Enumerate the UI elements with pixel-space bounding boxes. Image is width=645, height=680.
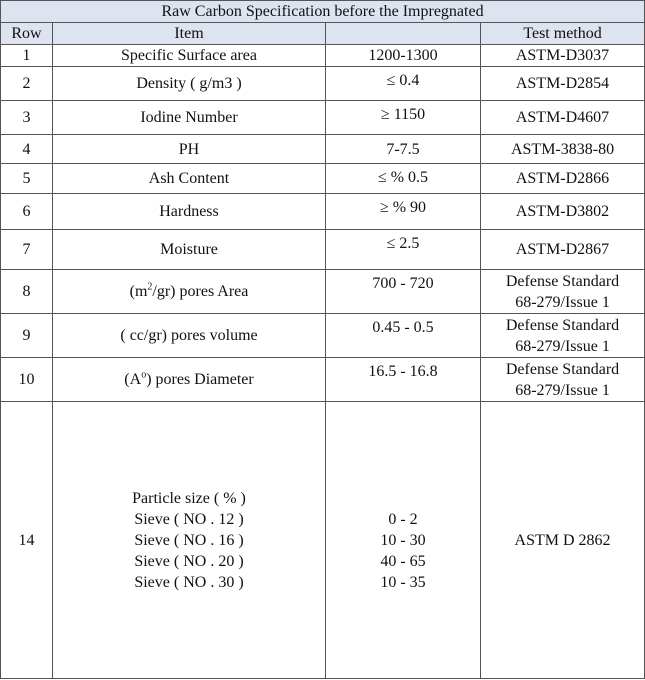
header-test-method: Test method bbox=[481, 23, 645, 45]
row-number: 5 bbox=[1, 164, 53, 194]
value-line: 10 - 30 bbox=[380, 532, 426, 549]
method-line: Defense Standard bbox=[505, 272, 620, 290]
item-line: Sieve ( NO . 12 ) bbox=[134, 510, 244, 528]
table-row bbox=[1, 164, 645, 194]
method-line: Defense Standard bbox=[505, 360, 620, 378]
row-number: 7 bbox=[1, 230, 53, 270]
table-title: Raw Carbon Specification before the Impregnated bbox=[1, 1, 645, 23]
item-text: ) pores Diameter bbox=[146, 371, 254, 388]
value-cell: ≤ 0.4 bbox=[326, 67, 481, 101]
item-line: Sieve ( NO . 30 ) bbox=[134, 573, 244, 591]
value-cell: 7-7.5 bbox=[326, 135, 481, 164]
row-number: 6 bbox=[1, 194, 53, 230]
item-text: (A bbox=[124, 371, 142, 388]
row-number: 9 bbox=[1, 314, 53, 358]
item-line: Sieve ( NO . 16 ) bbox=[134, 531, 244, 549]
item-cell bbox=[53, 270, 326, 314]
item-text: (m bbox=[129, 283, 148, 300]
item-text: /gr) pores Area bbox=[152, 283, 249, 300]
table-row bbox=[1, 101, 645, 135]
table-title-row bbox=[1, 1, 645, 23]
header-value bbox=[326, 23, 481, 45]
table-row bbox=[1, 230, 645, 270]
table-row bbox=[1, 270, 645, 314]
header-item: Item bbox=[53, 23, 326, 45]
method-cell: ASTM-D3037 bbox=[481, 45, 645, 67]
row-number: 4 bbox=[1, 135, 53, 164]
method-line: 68-279/Issue 1 bbox=[515, 337, 610, 355]
method-cell: ASTM-D2854 bbox=[481, 67, 645, 101]
value-cell: ≥ % 90 bbox=[326, 194, 481, 230]
row-number: 10 bbox=[1, 358, 53, 402]
item-line: Particle size ( % ) bbox=[132, 489, 246, 507]
method-cell bbox=[481, 358, 645, 402]
table-row bbox=[1, 194, 645, 230]
method-cell: ASTM-D2866 bbox=[481, 164, 645, 194]
item-line: Sieve ( NO . 20 ) bbox=[134, 552, 244, 570]
particle-value-list bbox=[326, 487, 480, 593]
method-line: 68-279/Issue 1 bbox=[515, 381, 610, 399]
superscript: o bbox=[141, 369, 147, 381]
particle-size-list bbox=[132, 488, 246, 593]
value-cell: 700 - 720 bbox=[326, 270, 481, 314]
item-cell: Moisture bbox=[53, 230, 326, 270]
superscript: 2 bbox=[147, 281, 153, 293]
row-number: 1 bbox=[1, 45, 53, 67]
row-number: 8 bbox=[1, 270, 53, 314]
value-cell: 16.5 - 16.8 bbox=[326, 358, 481, 402]
table-row bbox=[1, 135, 645, 164]
table-header-row bbox=[1, 23, 645, 45]
item-cell: Hardness bbox=[53, 194, 326, 230]
item-cell: Specific Surface area bbox=[53, 45, 326, 67]
value-cell: 0.45 - 0.5 bbox=[326, 314, 481, 358]
item-cell: Iodine Number bbox=[53, 101, 326, 135]
item-cell: Density ( g/m3 ) bbox=[53, 67, 326, 101]
method-cell bbox=[481, 270, 645, 314]
method-cell: ASTM-3838-80 bbox=[481, 135, 645, 164]
method-cell: ASTM D 2862 bbox=[481, 402, 645, 679]
method-cell: ASTM-D3802 bbox=[481, 194, 645, 230]
item-cell: PH bbox=[53, 135, 326, 164]
method-cell: ASTM-D4607 bbox=[481, 101, 645, 135]
method-line: Defense Standard bbox=[505, 316, 620, 334]
table-row bbox=[1, 358, 645, 402]
table-row bbox=[1, 45, 645, 67]
header-row: Row bbox=[1, 23, 53, 45]
row-number: 2 bbox=[1, 67, 53, 101]
value-cell: ≤ 2.5 bbox=[326, 230, 481, 270]
table-row bbox=[1, 314, 645, 358]
method-cell: ASTM-D2867 bbox=[481, 230, 645, 270]
item-cell bbox=[53, 402, 326, 679]
item-cell bbox=[53, 358, 326, 402]
value-cell: 1200-1300 bbox=[326, 45, 481, 67]
row-number: 3 bbox=[1, 101, 53, 135]
method-line: 68-279/Issue 1 bbox=[515, 293, 610, 311]
value-line: 40 - 65 bbox=[380, 553, 426, 570]
value-cell: ≤ % 0.5 bbox=[326, 164, 481, 194]
value-cell bbox=[326, 402, 481, 679]
value-cell: ≥ 1150 bbox=[326, 101, 481, 135]
value-line: 0 - 2 bbox=[388, 511, 418, 528]
method-cell bbox=[481, 314, 645, 358]
item-cell: Ash Content bbox=[53, 164, 326, 194]
table-row bbox=[1, 67, 645, 101]
value-line: 10 - 35 bbox=[380, 574, 426, 591]
row-number: 14 bbox=[1, 402, 53, 679]
table-row bbox=[1, 402, 645, 679]
item-cell: ( cc/gr) pores volume bbox=[53, 314, 326, 358]
